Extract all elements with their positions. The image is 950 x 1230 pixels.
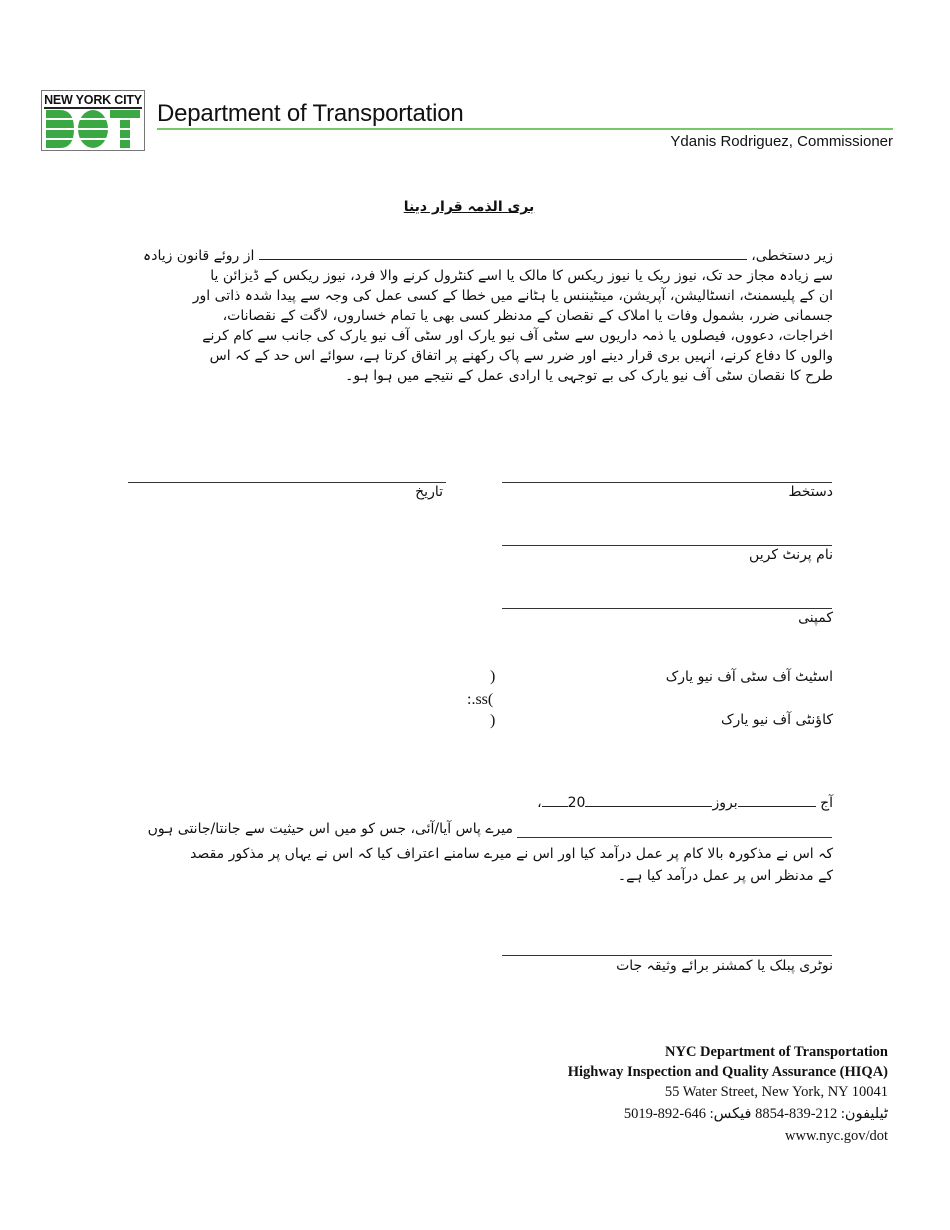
state-paren: ): [490, 668, 496, 685]
date-label: تاریخ: [415, 484, 443, 500]
paragraph-line1-end: از روئے قانون زیادہ: [143, 248, 255, 264]
paragraph-line1-start: زیر دستخطی،: [751, 248, 833, 264]
county-label: کاؤنٹی آف نیو یارک: [720, 712, 833, 728]
footer-org: NYC Department of Transportation: [665, 1044, 888, 1060]
print-name-line[interactable]: [502, 545, 832, 546]
acknowledgement-line-1: [537, 794, 833, 811]
paragraph-line-4: جسمانی ضرر، بشمول وفات یا املاک کے نقصان کے مدنظر کسی بھی یا تمام خساروں، لاگت کے نقصانات،: [222, 308, 833, 324]
nyc-dot-logo: [41, 90, 145, 151]
header-rule: [157, 128, 893, 130]
paragraph-line-2: سے زیادہ مجاز حد تک، نیوز ریک یا نیوز ریکس کا مالک یا اسے کنٹرول کرنے والا فرد، نیوز ریکس کے ڈیزائن یا: [210, 268, 833, 284]
day-blank-field[interactable]: [738, 794, 816, 807]
footer-division: Highway Inspection and Quality Assurance (HIQA): [567, 1064, 888, 1080]
date-comma: ،: [537, 795, 542, 811]
paragraph-line-7: طرح کا نقصان سٹی آف نیو یارک کی بے توجہی یا ارادی عمل کے نتیجے میں ہوا ہو۔: [345, 368, 833, 384]
paragraph-line-6: والوں کا دفاع کرنے، انہیں بری قرار دینے اور ضرر سے پاک رکھنے پر اتفاق کرتا ہے، سوائے اس حد کے کہ اس: [209, 348, 833, 364]
commissioner-name: Ydanis Rodriguez, Commissioner: [670, 133, 893, 150]
date-line[interactable]: [128, 482, 446, 483]
document-title: بری الذمہ قرار دینا: [403, 199, 535, 215]
footer-phone-fax: ٹیلیفون: 212-839-8854 فیکس: 646-892-5019: [623, 1106, 888, 1122]
company-line[interactable]: [502, 608, 832, 609]
ss-label: :.ss(: [467, 691, 494, 708]
year-prefix: 20: [567, 795, 586, 811]
today-label: آج: [820, 795, 833, 811]
paragraph-line-1: [118, 246, 833, 266]
paragraph-line-3: ان کے پلیسمنٹ، انسٹالیشن، آپریشن، مینٹیننس یا ہٹانے میں خطا کے کسی عمل کی وجہ سے پیدا شدہ ذاتی اور: [192, 288, 833, 304]
print-name-label: نام پرنٹ کریں: [749, 547, 833, 563]
notary-label: نوٹری پبلک یا کمشنر برائے وثیقہ جات: [616, 958, 833, 974]
acknowledgement-line-3: کے مدنظر اس پر عمل درآمد کیا ہے۔: [617, 868, 833, 884]
dot-logo-mark-icon: [44, 110, 142, 148]
signature-label: دستخط: [788, 484, 833, 500]
state-label: اسٹیٹ آف سٹی آف نیو یارک: [665, 669, 833, 685]
on-day-label: بروز: [712, 795, 738, 811]
paragraph-line-5: اخراجات، دعووں، فیصلوں یا ذمہ داریوں سے سٹی آف نیو یارک اور سٹی آف نیو یارک کی جانب سے کام کرنے: [202, 328, 833, 344]
footer-website[interactable]: www.nyc.gov/dot: [785, 1128, 888, 1144]
notary-signature-line[interactable]: [502, 955, 832, 956]
acknowledgement-line-2: کہ اس نے مذکورہ بالا کام پر عمل درآمد کیا اور اس نے میرے سامنے اعتراف کیا کہ اس نے یہاں پر مذکور مقصد: [190, 846, 833, 862]
company-label: کمپنی: [798, 610, 833, 626]
year-blank-field[interactable]: [542, 794, 568, 807]
release-paragraph: [118, 246, 833, 386]
signature-line[interactable]: [502, 482, 832, 483]
county-paren: ): [490, 712, 496, 729]
month-blank-field[interactable]: [585, 794, 712, 807]
appeared-name-line[interactable]: [517, 837, 832, 838]
department-title: Department of Transportation: [157, 100, 464, 127]
footer-address: 55 Water Street, New York, NY 10041: [664, 1084, 888, 1100]
acknowledgement-appeared: میرے پاس آیا/آئی، جس کو میں اس حیثیت سے جانتا/جانتی ہوں: [147, 821, 513, 837]
name-blank-field[interactable]: [259, 247, 747, 260]
logo-city-text: NEW YORK CITY: [44, 93, 142, 107]
